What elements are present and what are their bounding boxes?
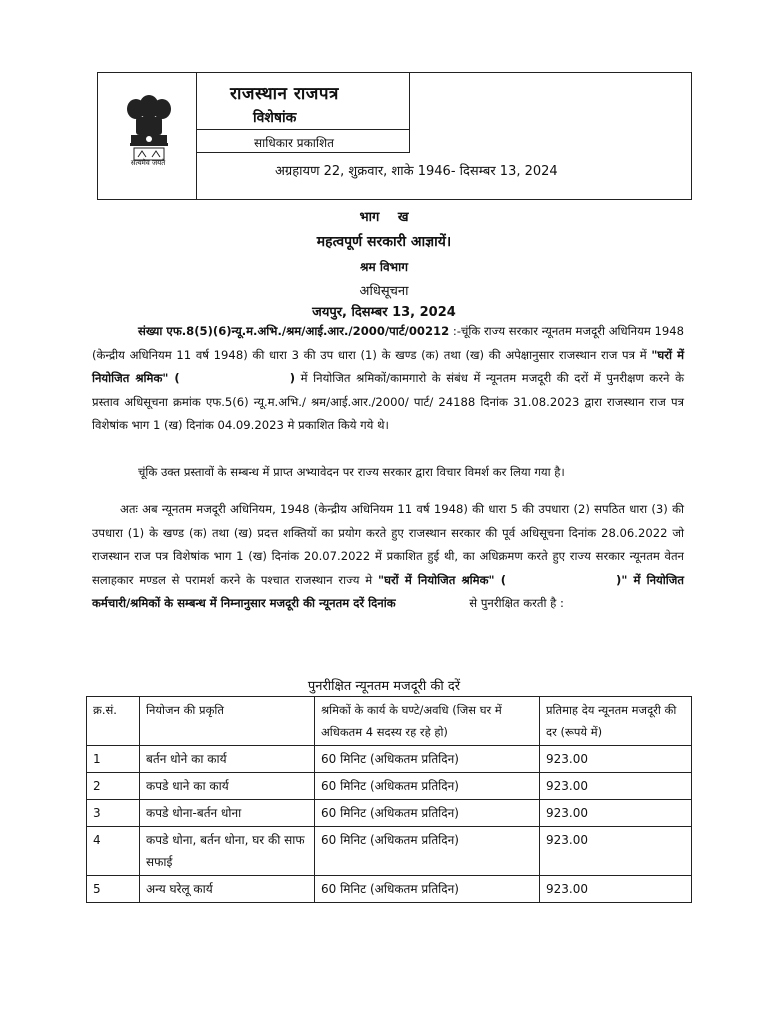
table-caption: पुनरीक्षित न्यूनतम मजदूरी की दरें xyxy=(307,679,461,694)
gazette-title: राजस्थान राजपत्र xyxy=(230,84,339,104)
notification-paragraph-1 xyxy=(92,320,684,438)
table-row xyxy=(87,800,692,827)
para1-text-b: में नियोजित श्रमिकों/कामगारो के संबंध में न्यूनतम मजदूरी की दरों में पुनरीक्षण करने के प्रस्ताव अधिसूचना क्रमांक एफ.5(6) न्यू.म.अभि./ श्रम/आई.आर./2000/ पार्ट/ 24188 दिनांक 31.08.2023 द्वारा राजस्थान राज पत्र विशेषांक भाग 1 (ख) दिनांक 04.09.2023 मे प्रकाशित किये गये थे। xyxy=(92,371,684,432)
table-row xyxy=(87,746,692,773)
para1-bold-a: "घरों में नियोजित श्रमिक" ( xyxy=(92,347,684,385)
cell-hours: 60 मिनिट (अधिकतम प्रतिदिन) xyxy=(315,800,540,827)
notification-paragraph-3 xyxy=(92,498,684,616)
gazette-header-box xyxy=(97,72,692,200)
cell-sno: 2 xyxy=(87,773,140,800)
place-date-heading: जयपुर, दिसम्बर 13, 2024 xyxy=(312,305,456,320)
cell-rate: 923.00 xyxy=(540,876,692,903)
gazette-subtitle: विशेषांक xyxy=(253,110,297,126)
gazette-authority: साधिकार प्रकाशित xyxy=(254,136,335,150)
cell-hours: 60 मिनिट (अधिकतम प्रतिदिन) xyxy=(315,773,540,800)
cell-rate: 923.00 xyxy=(540,827,692,876)
cell-rate: 923.00 xyxy=(540,800,692,827)
header-hours: श्रमिकों के कार्य के घण्टे/अवधि (जिस घर में अधिकतम 4 सदस्य रह रहे हो) xyxy=(315,697,540,746)
cell-sno: 3 xyxy=(87,800,140,827)
cell-rate: 923.00 xyxy=(540,746,692,773)
cell-rate: 923.00 xyxy=(540,773,692,800)
notification-heading: अधिसूचना xyxy=(359,284,409,299)
cell-nature: कपडे धोना-बर्तन धोना xyxy=(140,800,315,827)
notification-paragraph-2 xyxy=(92,461,684,485)
wage-rates-table xyxy=(86,696,692,903)
cell-hours: 60 मिनिट (अधिकतम प्रतिदिन) xyxy=(315,876,540,903)
para1-bold-a-close: ) xyxy=(289,371,295,385)
table-row xyxy=(87,827,692,876)
cell-sno: 1 xyxy=(87,746,140,773)
cell-nature: अन्य घरेलू कार्य xyxy=(140,876,315,903)
cell-hours: 60 मिनिट (अधिकतम प्रतिदिन) xyxy=(315,746,540,773)
department-heading: श्रम विभाग xyxy=(360,260,408,274)
table-row xyxy=(87,773,692,800)
header-nature: नियोजन की प्रकृति xyxy=(140,697,315,746)
para2-text: चूंकि उक्त प्रस्तावों के सम्बन्ध में प्राप्त अभ्यावेदन पर राज्य सरकार द्वारा विचार विमर्श कर लिया गया है। xyxy=(138,465,565,479)
table-header-row xyxy=(87,697,692,746)
part-heading: भाग ख xyxy=(359,210,409,225)
cell-sno: 5 xyxy=(87,876,140,903)
cell-sno: 4 xyxy=(87,827,140,876)
para1-text-a: :-चूंकि राज्य सरकार न्यूनतम मजदूरी अधिनियम 1948 (केन्द्रीय अधिनियम 11 वर्ष 1948) की धारा 3 की उप धारा (1) के खण्ड (क) तथा (ख) की अपेक्षानुसार राजस्थान राज पत्र में xyxy=(92,324,684,362)
cell-nature: कपडे धाने का कार्य xyxy=(140,773,315,800)
header-sno: क्र.सं. xyxy=(87,697,140,746)
cell-hours: 60 मिनिट (अधिकतम प्रतिदिन) xyxy=(315,827,540,876)
para3-text-b: से पुनरीक्षित करती है : xyxy=(465,596,564,610)
emblem-motto: सत्यमेव जयते xyxy=(130,159,166,167)
para3-bold-a: "घरों में नियोजित श्रमिक" ( xyxy=(378,572,507,587)
para3-text-a: अतः अब न्यूनतम मजदूरी अधिनियम, 1948 (केन्द्रीय अधिनियम 11 वर्ष 1948) की धारा 5 की उपधारा (2) सपठित धारा (3) की उपधारा (1) के खण्ड (क) तथा (ख) प्रदत्त शक्तियों का प्रयोग करते हुए राजस्थान सरकार की पूर्व अधिसूचना दिनांक 28.06.2022 जो राजस्थान राज पत्र विशेषांक भाग 1 (ख) दिनांक 20.07.2022 में प्रकाशित हुई थी, का अधिक्रमण करते हुए राज्य सरकार न्यूनतम वेतन सलाहकार मण्डल से परामर्श करने के पश्चात राजस्थान राज्य मे xyxy=(92,502,684,587)
cell-nature: बर्तन धोने का कार्य xyxy=(140,746,315,773)
para3-bold-a-close: )" में नियोजित कर्मचारी/श्रमिकों के सम्बन्ध में निम्नानुसार मजदूरी की न्यूनतम दरें दिनांक xyxy=(92,572,684,610)
notification-number: संख्या एफ.8(5)(6)न्यू.म.अभि./श्रम/आई.आर./2000/पार्ट/00212 xyxy=(138,324,450,338)
orders-heading: महत्वपूर्ण सरकारी आज्ञायें। xyxy=(316,234,452,250)
header-rate: प्रतिमाह देय न्यूनतम मजदूरी की दर (रूपये में) xyxy=(540,697,692,746)
table-row xyxy=(87,876,692,903)
state-emblem-icon xyxy=(122,93,176,165)
gazette-date-line: अग्रहायण 22, शुक्रवार, शाके 1946- दिसम्बर 13, 2024 xyxy=(275,164,558,179)
cell-nature: कपडे धोना, बर्तन धोना, घर की साफ सफाई xyxy=(140,827,315,876)
